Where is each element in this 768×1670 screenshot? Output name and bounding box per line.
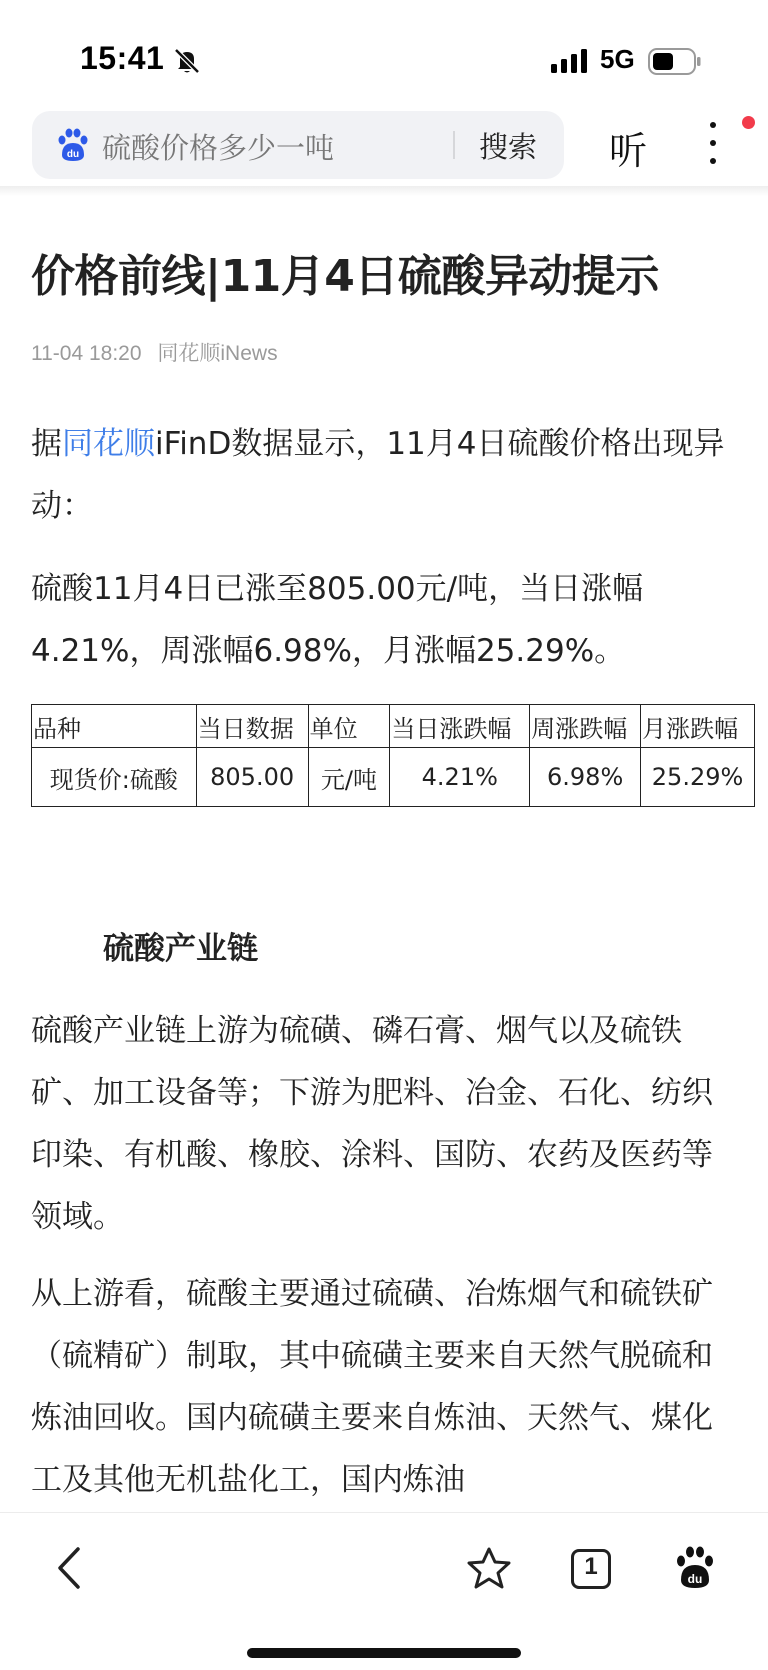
status-time: 15:41	[80, 40, 165, 76]
search-divider	[453, 131, 455, 159]
table-header: 周涨跌幅	[530, 705, 641, 748]
table-cell: 25.29%	[641, 748, 755, 807]
article-date: 11-04 18:20	[31, 342, 142, 365]
paragraph-upstream: 从上游看，硫酸主要通过硫磺、冶炼烟气和硫铁矿（硫精矿）制取，其中硫磺主要来自天然气脱硫和炼油回收。国内硫磺主要来自炼油、天然气、煤化工及其他无机盐化工，国内炼油	[31, 1276, 713, 1498]
status-bar	[0, 0, 768, 110]
svg-text:du: du	[687, 1572, 703, 1586]
paragraph-chain: 硫酸产业链上游为硫磺、磷石膏、烟气以及硫铁矿、加工设备等；下游为肥料、冶金、石化、纺织印染、有机酸、橡胶、涂料、国防、农药及医药等领域。	[31, 1013, 713, 1235]
header-divider	[0, 186, 768, 196]
price-table	[31, 704, 755, 807]
tab-count: 1	[584, 1553, 598, 1580]
svg-text:du: du	[66, 149, 80, 160]
bell-slash-icon	[172, 46, 202, 76]
baidu-paw-icon	[56, 128, 90, 162]
table-header: 月涨跌幅	[641, 705, 755, 748]
article-title: 价格前线|11月4日硫酸异动提示	[31, 251, 659, 302]
more-vertical-icon[interactable]	[704, 120, 722, 166]
table-header: 当日涨跌幅	[390, 705, 530, 748]
battery-icon	[648, 48, 702, 75]
table-cell: 现货价:硫酸	[32, 748, 197, 807]
table-row	[32, 748, 755, 807]
intro-rest: iFinD数据显示，11月4日硫酸价格出现异动：	[31, 426, 725, 524]
back-icon[interactable]	[50, 1543, 90, 1593]
network-label: 5G	[600, 44, 635, 74]
table-cell: 元/吨	[308, 748, 390, 807]
table-header: 当日数据	[196, 705, 308, 748]
bottom-toolbar	[0, 1512, 768, 1670]
table-header: 单位	[308, 705, 390, 748]
table-header-row	[32, 705, 755, 748]
baidu-du-icon[interactable]	[674, 1546, 716, 1590]
listen-button[interactable]: 听	[609, 129, 648, 173]
table-cell: 805.00	[196, 748, 308, 807]
table-header: 品种	[32, 705, 197, 748]
notification-dot	[742, 116, 755, 129]
home-indicator[interactable]	[247, 1648, 521, 1658]
article-source[interactable]: 同花顺iNews	[157, 342, 278, 365]
ths-link[interactable]: 同花顺	[62, 426, 155, 462]
star-icon[interactable]	[466, 1546, 512, 1590]
paragraph-price: 硫酸11月4日已涨至805.00元/吨，当日涨幅4.21%，周涨幅6.98%，月涨幅25.29%。	[31, 571, 644, 669]
signal-icon	[551, 49, 591, 73]
intro-prefix: 据	[31, 426, 62, 462]
search-button[interactable]: 搜索	[479, 130, 538, 164]
paragraph-intro	[31, 413, 731, 537]
table-cell: 6.98%	[530, 748, 641, 807]
search-input[interactable]: 硫酸价格多少一吨	[102, 131, 335, 165]
tabs-button[interactable]	[571, 1549, 611, 1589]
search-bar[interactable]	[32, 111, 564, 179]
article-meta	[31, 337, 278, 367]
section-title: 硫酸产业链	[103, 931, 258, 967]
table-cell: 4.21%	[390, 748, 530, 807]
